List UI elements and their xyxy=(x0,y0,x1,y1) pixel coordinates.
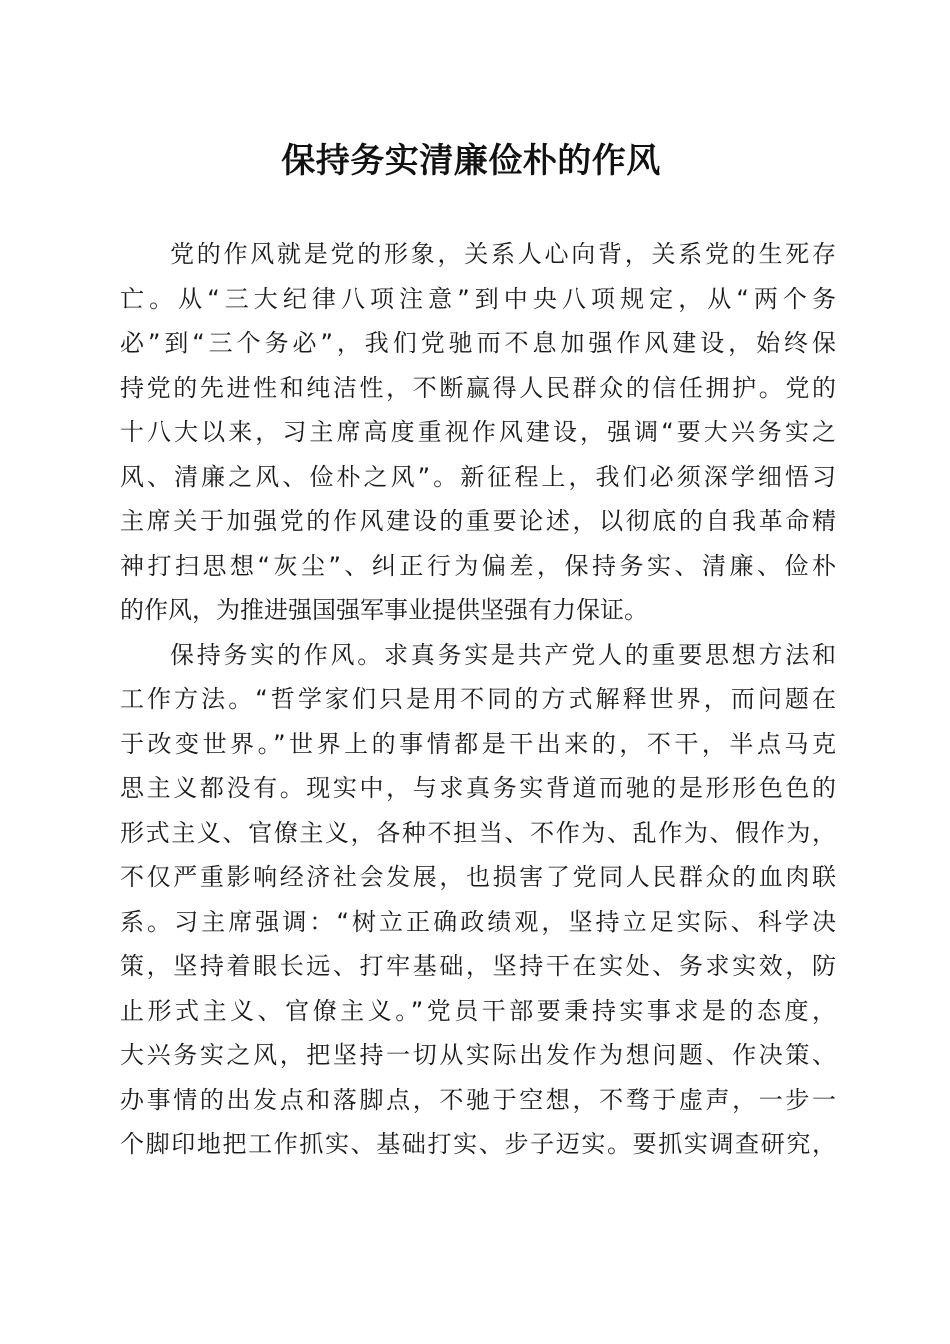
paragraph-line: 止形式主义、官僚主义。”党员干部要秉持实事求是的态度， xyxy=(120,996,836,1025)
paragraph-line: 策，坚持着眼长远、打牢基础，坚持干在实处、务求实效，防 xyxy=(120,952,836,980)
paragraph-line: 持党的先进性和纯洁性，不断赢得人民群众的信任拥护。党的 xyxy=(120,373,836,402)
paragraph-line: 党的作风就是党的形象，关系人心向背，关系党的生死存 xyxy=(170,240,836,268)
paragraph-line: 的作风，为推进强国强军事业提供坚强有力保证。 xyxy=(120,596,648,624)
paragraph-line: 不仅严重影响经济社会发展，也损害了党同人民群众的血肉联 xyxy=(120,863,836,891)
document-title: 保持务实清廉俭朴的作风 xyxy=(281,141,661,181)
paragraph-line: 十八大以来，习主席高度重视作风建设，强调“要大兴务实之 xyxy=(120,418,836,446)
paragraph-2 xyxy=(120,633,836,1167)
paragraph-line: 必”到“三个务必”，我们党驰而不息加强作风建设，始终保 xyxy=(120,329,836,357)
paragraph-line: 系。习主席强调：“树立正确政绩观，坚持立足实际、科学决 xyxy=(120,907,836,936)
paragraph-line: 于改变世界。”世界上的事情都是干出来的，不干，半点马克 xyxy=(120,729,836,758)
paragraph-line: 形式主义、官僚主义，各种不担当、不作为、乱作为、假作为， xyxy=(120,818,836,847)
paragraph-line: 亡。从“三大纪律八项注意”到中央八项规定，从“两个务 xyxy=(120,284,836,313)
paragraph-line: 风、清廉之风、俭朴之风”。新征程上，我们必须深学细悟习 xyxy=(120,462,836,491)
paragraph-line: 保持务实的作风。求真务实是共产党人的重要思想方法和 xyxy=(170,640,836,669)
paragraph-line: 个脚印地把工作抓实、基础打实、步子迈实。要抓实调查研究， xyxy=(120,1130,836,1158)
paragraph-1 xyxy=(120,232,836,633)
paragraph-line: 思主义都没有。现实中，与求真务实背道而驰的是形形色色的 xyxy=(120,774,836,802)
paragraph-line: 主席关于加强党的作风建设的重要论述，以彻底的自我革命精 xyxy=(120,507,836,535)
document-body xyxy=(120,232,836,1167)
paragraph-line: 神打扫思想“灰尘”、纠正行为偏差，保持务实、清廉、俭朴 xyxy=(120,551,836,580)
paragraph-line: 大兴务实之风，把坚持一切从实际出发作为想问题、作决策、 xyxy=(120,1041,836,1069)
paragraph-line: 工作方法。“哲学家们只是用不同的方式解释世界，而问题在 xyxy=(120,685,836,713)
paragraph-line: 办事情的出发点和落脚点，不驰于空想，不骛于虚声，一步一 xyxy=(120,1085,836,1114)
